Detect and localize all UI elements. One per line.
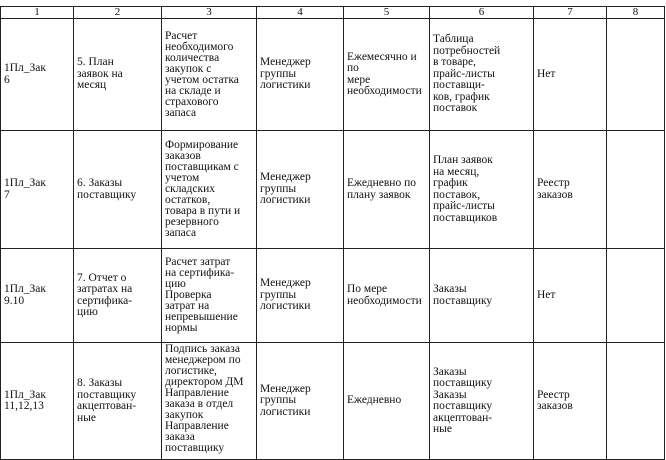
- frequency-cell: Ежедневно по плану заявок: [344, 131, 430, 249]
- code-cell: 1Пл_Зак 7: [1, 131, 74, 249]
- code-cell: 1Пл_Зак 6: [1, 19, 74, 131]
- empty-cell: [607, 249, 665, 343]
- frequency-cell: Ежемесячно и по мере необходимости: [344, 19, 430, 131]
- outputs-cell: Нет: [534, 19, 607, 131]
- process-cell: 5. План заявок на месяц: [74, 19, 162, 131]
- inputs-cell: Таблица потребностей в товаре, прайс-листы поставщи- ков, график поставок: [430, 19, 534, 131]
- code-cell: 1Пл_Зак 9.10: [1, 249, 74, 343]
- table-row: [1, 19, 665, 131]
- responsible-cell: Менеджер группы логистики: [257, 249, 344, 343]
- responsible-cell: Менеджер группы логистики: [257, 131, 344, 249]
- header-cell: 2: [74, 7, 162, 19]
- description-cell: Расчет необходимого количества закупок с учетом остатка на складе и страхового запаса: [162, 19, 257, 131]
- header-cell: 8: [607, 7, 665, 19]
- outputs-cell: Реестр заказов: [534, 343, 607, 460]
- description-cell: Расчет затрат на сертифика- цию Проверка затрат на непревышение нормы: [162, 249, 257, 343]
- header-cell: 7: [534, 7, 607, 19]
- frequency-cell: По мере необходимости: [344, 249, 430, 343]
- frequency-cell: Ежедневно: [344, 343, 430, 460]
- header-cell: 3: [162, 7, 257, 19]
- process-cell: 6. Заказы поставщику: [74, 131, 162, 249]
- empty-cell: [607, 131, 665, 249]
- inputs-cell: Заказы поставщику Заказы поставщику акцептован- ные: [430, 343, 534, 460]
- responsible-cell: Менеджер группы логистики: [257, 343, 344, 460]
- table-row: [1, 343, 665, 460]
- header-cell: 5: [344, 7, 430, 19]
- outputs-cell: Нет: [534, 249, 607, 343]
- table-row: [1, 131, 665, 249]
- responsible-cell: Менеджер группы логистики: [257, 19, 344, 131]
- header-cell: 6: [430, 7, 534, 19]
- process-cell: 7. Отчет о затратах на сертифика- цию: [74, 249, 162, 343]
- empty-cell: [607, 19, 665, 131]
- process-table: [0, 6, 665, 460]
- header-cell: 1: [1, 7, 74, 19]
- empty-cell: [607, 343, 665, 460]
- header-cell: 4: [257, 7, 344, 19]
- header-row: [1, 7, 665, 19]
- process-cell: 8. Заказы поставщику акцептован- ные: [74, 343, 162, 460]
- outputs-cell: Реестр заказов: [534, 131, 607, 249]
- table-row: [1, 249, 665, 343]
- inputs-cell: План заявок на месяц, график поставок, прайс-листы поставщиков: [430, 131, 534, 249]
- description-cell: Формирование заказов поставщикам с учетом складских остатков, товара в пути и резервного запаса: [162, 131, 257, 249]
- description-cell: Подпись заказа менеджером по логистике, директором ДМ Направление заказа в отдел закупок Направление заказа поставщику: [162, 343, 257, 460]
- code-cell: 1Пл_Зак 11,12,13: [1, 343, 74, 460]
- inputs-cell: Заказы поставщику: [430, 249, 534, 343]
